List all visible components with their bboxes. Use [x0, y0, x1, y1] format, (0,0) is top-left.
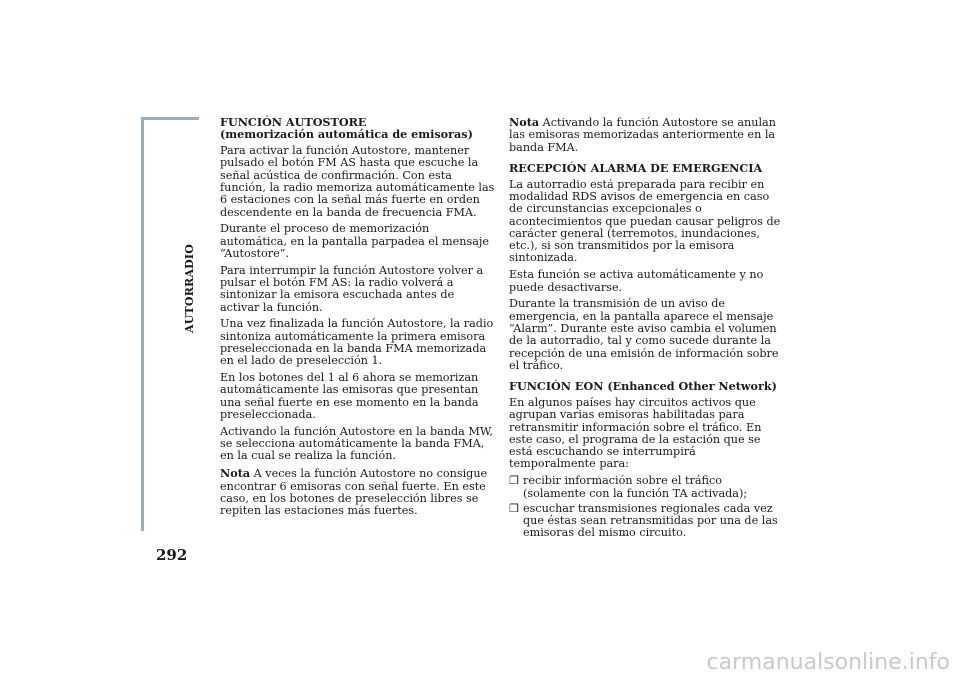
emergency-alarm-heading: RECEPCIÓN ALARMA DE EMERGENCIA — [509, 160, 763, 175]
note-text: A veces la función Autostore no consigue encontrar 6 emisoras con señal fuerte. En este caso, en los botones de preselección libres se repiten las estaciones más fuertes. — [220, 467, 488, 518]
note-paragraph — [509, 116, 781, 154]
watermark: carmanualsonline.info — [706, 650, 950, 675]
eon-heading: FUNCIÓN EON (Enhanced Other Network) — [509, 379, 777, 394]
paragraph: Para interrumpir la función Autostore volver a pulsar el botón FM AS: la radio volverá a sintonizar la emisora escuchada antes de activar la función. — [220, 263, 484, 314]
autostore-heading-title: FUNCIÓN AUTOSTORE — [220, 115, 367, 129]
section-label: AUTORRADIO — [183, 244, 196, 333]
checkbox-bullet-icon: ❒ — [509, 501, 520, 515]
note-text: Activando la función Autostore se anulan las emisoras memorizadas anteriormente en la banda FMA. — [509, 116, 776, 154]
side-rail — [141, 117, 144, 531]
bullet-list — [509, 475, 781, 539]
note-label: Nota — [509, 115, 540, 129]
eon-heading-title: FUNCIÓN EON — [509, 379, 604, 394]
left-column — [220, 116, 496, 522]
paragraph: En algunos países hay circuitos activos que agrupan varias emisoras habilitadas para retransmitir información sobre el tráfico. En este caso, el programa de la estación que se está escuchando se interrumpirá temporalmente para: — [509, 395, 762, 471]
paragraph: Esta función se activa automáticamente y no puede desactivarse. — [509, 268, 764, 294]
note-label: Nota — [220, 466, 251, 481]
paragraph: Activando la función Autostore en la banda MW, se selecciona automáticamente la banda FMA, en la cual se realiza la función. — [220, 424, 493, 463]
paragraph: Para activar la función Autostore, mantener pulsado el botón FM AS hasta que escuche la señal acústica de confirmación. Con esta función, la radio memoriza automáticamente las 6 estaciones con la señal más fuerte en orden descendente en la banda de frecuencia FMA. — [220, 144, 495, 219]
checkbox-bullet-icon: ❒ — [509, 474, 520, 488]
paragraph: En los botones del 1 al 6 ahora se memorizan automáticamente las emisoras que presentan una señal fuerte en ese momento en la banda preseleccionada. — [220, 371, 479, 422]
eon-heading-subtitle: Enhanced Other Network — [612, 379, 772, 394]
right-column — [509, 116, 781, 543]
autostore-heading-subtitle: memorización automática de emisoras — [225, 127, 468, 142]
note-paragraph — [220, 467, 496, 517]
list-item — [509, 503, 781, 540]
paragraph: Durante el proceso de memorización automática, en la pantalla parpadea el mensaje “Autostore”. — [220, 222, 489, 260]
list-item-text: escuchar transmisiones regionales cada vez que éstas sean retransmitidas por una de las emisoras del mismo circuito. — [523, 501, 778, 540]
autostore-heading: FUNCIÓN AUTOSTORE (memorización automática de emisoras) — [220, 115, 473, 142]
list-item-text: recibir información sobre el tráfico (solamente con la función TA activada); — [523, 474, 748, 500]
list-item — [509, 475, 781, 500]
page-number: 292 — [156, 546, 188, 564]
paragraph: La autorradio está preparada para recibir en modalidad RDS avisos de emergencia en caso de circunstancias excepcionales o acontecimientos que puedan causar peligros de carácter general (terremotos, inundaciones, etc.), si son transmitidos por la emisora sintonizada. — [509, 177, 781, 265]
paragraph: Durante la transmisión de un aviso de emergencia, en la pantalla aparece el mensaje “Alarm”. Durante este aviso cambia el volumen de la autorradio, tal y como sucede durante la recepción de una emisión de información sobre el tráfico. — [509, 297, 779, 372]
side-rail-cap — [141, 117, 199, 120]
paragraph: Una vez finalizada la función Autostore, la radio sintoniza automáticamente la primera emisora preseleccionada en la banda FMA memorizada en el lado de preselección 1. — [220, 317, 494, 368]
